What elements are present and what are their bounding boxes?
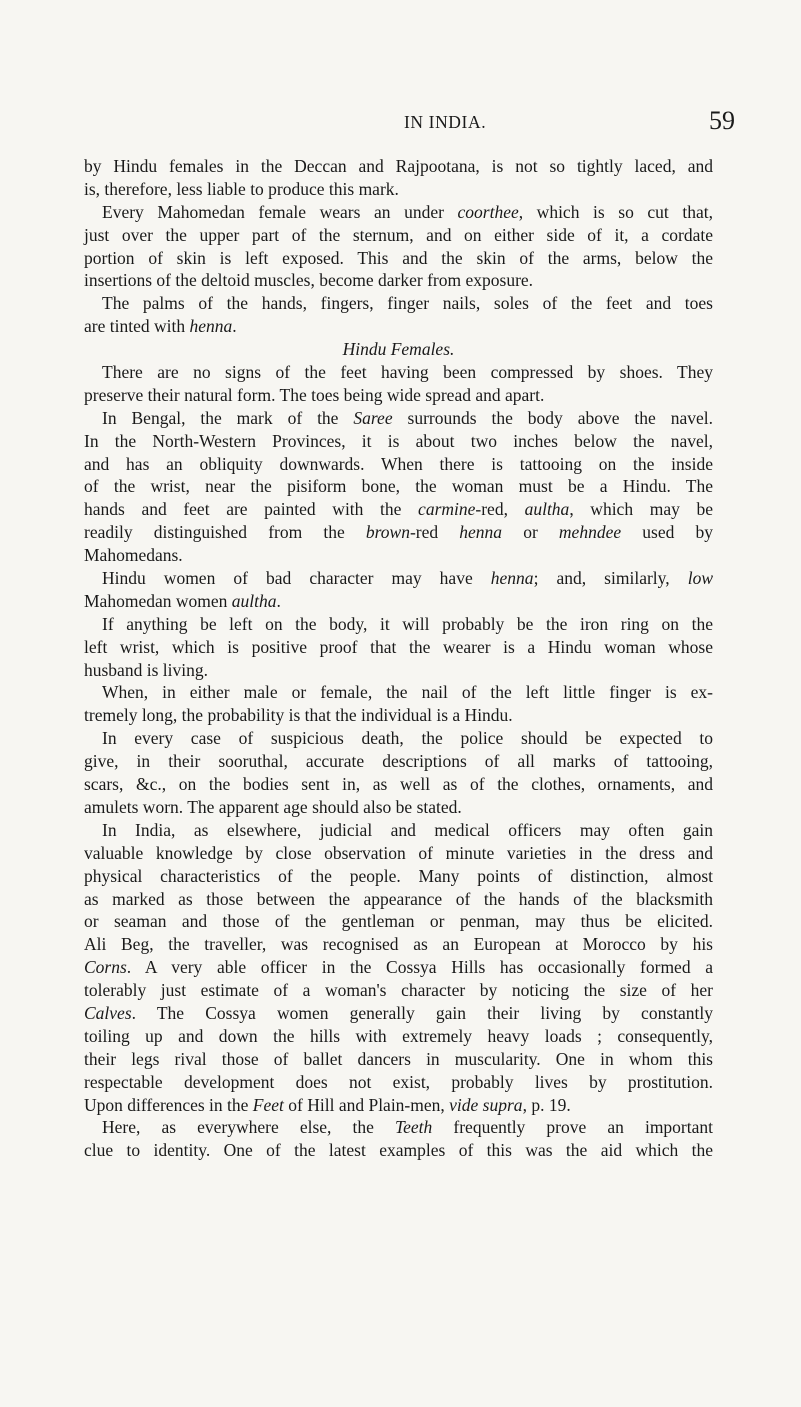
italic-text: Calves (84, 1002, 132, 1023)
text-line (84, 819, 713, 842)
italic-text: Corns (84, 957, 127, 978)
text-segment: or (502, 522, 559, 543)
text-segment: clue to identity. One of the latest examples of this was the aid which the (84, 1140, 713, 1161)
section-heading (84, 338, 713, 361)
text-segment: -red, (475, 499, 525, 520)
text-line (84, 361, 713, 384)
text-segment: amulets worn. The apparent age should also be stated. (84, 796, 462, 817)
text-segment: hands and feet are painted with the (84, 499, 419, 520)
text-segment: toiling up and down the hills with extremely heavy loads ; consequently, (84, 1025, 713, 1046)
text-segment: . (276, 590, 281, 611)
text-segment: are tinted with (84, 316, 190, 337)
text-line (84, 1094, 713, 1117)
text-segment: surrounds the body above the navel. (392, 407, 713, 428)
italic-text: coorthee (457, 201, 519, 222)
italic-text: brown (365, 522, 410, 543)
text-segment: Ali Beg, the traveller, was recognised as an European at Morocco by his (84, 934, 713, 955)
text-segment: Here, as everywhere else, the (102, 1117, 396, 1138)
italic-text: mehndee (558, 522, 622, 543)
text-segment: insertions of the deltoid muscles, become darker from exposure. (84, 270, 534, 291)
text-line (84, 888, 713, 911)
body-text (84, 155, 713, 1162)
text-line (84, 544, 713, 567)
text-segment: give, in their sooruthal, accurate descriptions of all marks of tattooing, (84, 751, 713, 772)
text-line (84, 659, 713, 682)
text-line (84, 910, 713, 933)
text-segment: , which is so cut that, (518, 201, 713, 222)
running-title: IN INDIA. (404, 112, 487, 132)
text-segment: of the wrist, near the pisiform bone, the woman must be a Hindu. The (84, 476, 713, 497)
italic-text: carmine (418, 499, 476, 520)
text-line (84, 773, 713, 796)
text-segment: frequently prove an important (432, 1117, 713, 1138)
text-line (84, 1116, 713, 1139)
italic-text: Feet (252, 1094, 284, 1115)
text-segment: and has an obliquity downwards. When there is tattooing on the inside (84, 453, 713, 474)
text-line (84, 956, 713, 979)
text-line (84, 979, 713, 1002)
text-segment: The palms of the hands, fingers, finger nails, soles of the feet and toes (102, 293, 713, 314)
text-segment: Every Mahomedan female wears an under (102, 201, 458, 222)
text-segment: left wrist, which is positive proof that the wearer is a Hindu woman whose (84, 636, 713, 657)
italic-text: Hindu Females. (342, 339, 455, 360)
italic-text: aultha (231, 590, 277, 611)
text-segment: In India, as elsewhere, judicial and medical officers may often gain (102, 819, 713, 840)
italic-text: low (687, 568, 713, 589)
italic-text: henna (490, 568, 534, 589)
text-segment: In every case of suspicious death, the police should be expected to (102, 728, 713, 749)
text-segment: readily distinguished from the (84, 522, 366, 543)
text-line (84, 750, 713, 773)
text-line (84, 292, 713, 315)
text-line (84, 1002, 713, 1025)
text-segment: respectable development does not exist, probably lives by prostitution. (84, 1071, 713, 1092)
text-segment: valuable knowledge by close observation of minute varieties in the dress and (84, 842, 713, 863)
text-line (84, 796, 713, 819)
text-segment: In Bengal, the mark of the (102, 407, 354, 428)
text-segment: In the North-Western Provinces, it is about two inches below the navel, (84, 430, 713, 451)
text-segment: is, therefore, less liable to produce this mark. (84, 178, 399, 199)
text-segment: physical characteristics of the people. Many points of distinction, almost (84, 865, 713, 886)
italic-text: Teeth (395, 1117, 433, 1138)
text-line (84, 407, 713, 430)
text-segment: -red (409, 522, 460, 543)
text-line (84, 681, 713, 704)
text-segment: tremely long, the probability is that the individual is a Hindu. (84, 705, 513, 726)
text-segment: of Hill and Plain-men, (283, 1094, 450, 1115)
text-segment: Mahomedans. (84, 545, 183, 566)
page-header (0, 106, 801, 146)
italic-text: Saree (353, 407, 393, 428)
text-segment: , p. 19. (522, 1094, 571, 1115)
text-segment: . The Cossya women generally gain their living by constantly (131, 1002, 713, 1023)
text-line (84, 498, 713, 521)
text-line (84, 475, 713, 498)
text-segment: or seaman and those of the gentleman or penman, may thus be elicited. (84, 911, 713, 932)
text-line (84, 590, 713, 613)
text-line (84, 636, 713, 659)
page-number: 59 (709, 106, 735, 135)
text-line (84, 567, 713, 590)
text-line (84, 933, 713, 956)
text-segment: husband is living. (84, 659, 208, 680)
italic-text: henna (459, 522, 503, 543)
text-segment: Mahomedan women (84, 590, 232, 611)
text-segment: scars, &c., on the bodies sent in, as well as of the clothes, ornaments, and (84, 774, 713, 795)
text-segment: portion of skin is left exposed. This and the skin of the arms, below the (84, 247, 713, 268)
text-segment: by Hindu females in the Deccan and Rajpootana, is not so tightly laced, and (84, 156, 713, 176)
text-segment: ; and, similarly, (533, 568, 688, 589)
text-line (84, 1071, 713, 1094)
text-line (84, 613, 713, 636)
text-segment: as marked as those between the appearance of the hands of the blacksmith (84, 888, 713, 909)
text-segment: There are no signs of the feet having been compressed by shoes. They (102, 362, 713, 383)
text-segment: . (232, 316, 237, 337)
text-segment: Upon differences in the (84, 1094, 253, 1115)
text-segment: Hindu women of bad character may have (102, 568, 491, 589)
text-line (84, 842, 713, 865)
text-line (84, 1048, 713, 1071)
italic-text: aultha (524, 499, 570, 520)
text-segment: , which may be (569, 499, 713, 520)
text-segment: . A very able officer in the Cossya Hills has occasionally formed a (126, 957, 713, 978)
text-line (84, 453, 713, 476)
text-line (84, 1139, 713, 1162)
text-line (84, 315, 713, 338)
text-line (84, 384, 713, 407)
text-line (84, 201, 713, 224)
text-line (84, 704, 713, 727)
text-line (84, 178, 713, 201)
text-segment: tolerably just estimate of a woman's character by noticing the size of her (84, 980, 713, 1001)
text-line (84, 1025, 713, 1048)
text-line (84, 247, 713, 270)
text-line (84, 521, 713, 544)
text-line (84, 155, 713, 178)
text-segment: When, in either male or female, the nail of the left little finger is ex- (102, 682, 713, 703)
text-segment: preserve their natural form. The toes being wide spread and apart. (84, 384, 545, 405)
text-segment: If anything be left on the body, it will probably be the iron ring on the (102, 613, 713, 634)
text-line (84, 865, 713, 888)
text-segment: just over the upper part of the sternum, and on either side of it, a cordate (84, 224, 713, 245)
text-segment: their legs rival those of ballet dancers in muscularity. One in whom this (84, 1048, 713, 1069)
text-line (84, 430, 713, 453)
text-line (84, 269, 713, 292)
text-segment: used by (621, 522, 713, 543)
text-line (84, 727, 713, 750)
italic-text: henna (189, 316, 233, 337)
text-line (84, 224, 713, 247)
italic-text: vide supra (449, 1094, 523, 1115)
